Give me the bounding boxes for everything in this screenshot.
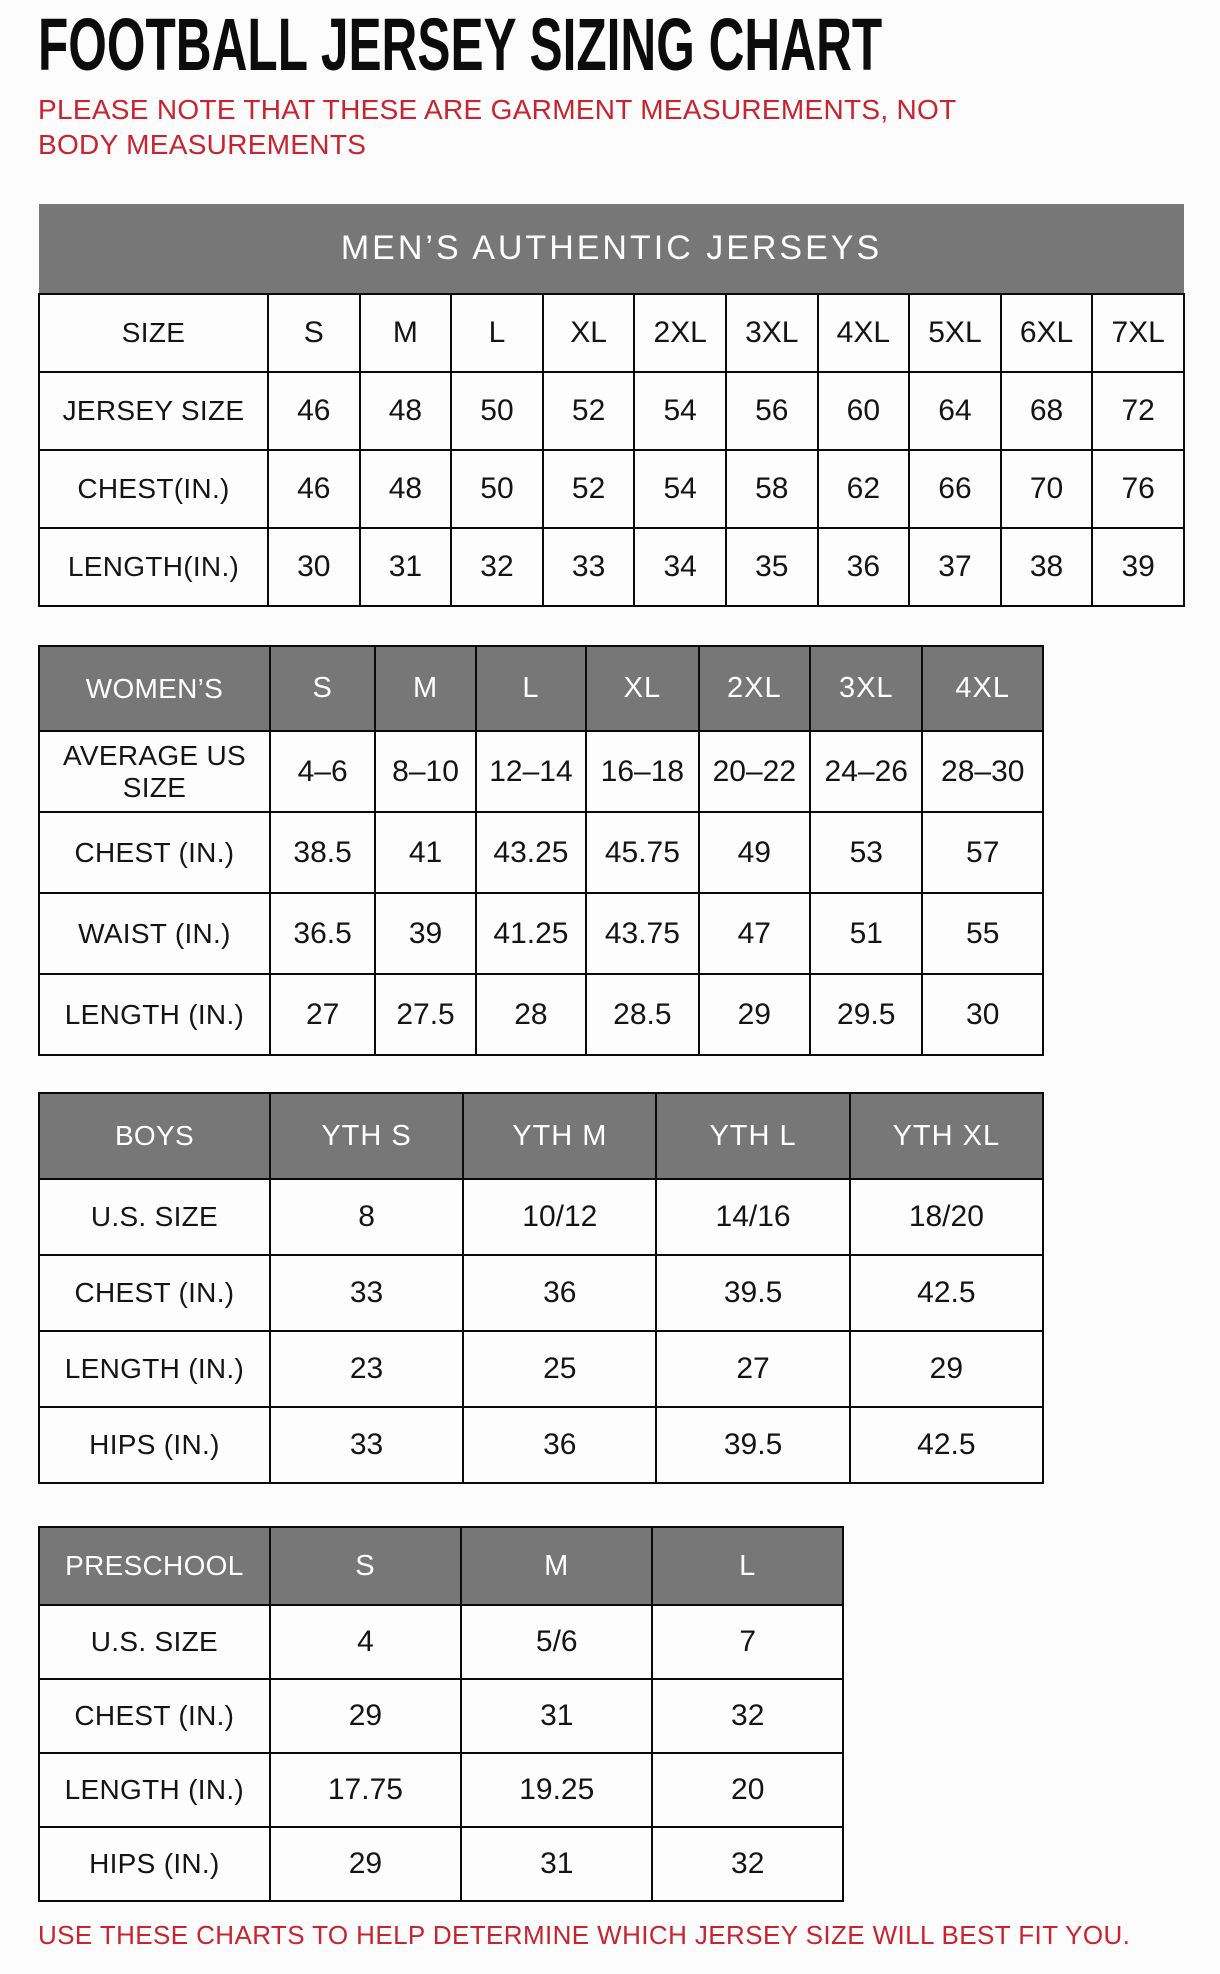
womens-header-label: WOMEN’S: [39, 646, 270, 731]
mens-jersey-size-value-cell: 60: [818, 372, 910, 450]
mens-chest-in-value-cell: 70: [1001, 450, 1093, 528]
mens-row-label-length-in: LENGTH(IN.): [39, 528, 268, 606]
womens-length-in-value-cell: 28: [476, 974, 586, 1055]
mens-row-label-size: SIZE: [39, 294, 268, 372]
boys-u-s-size-value-cell: 18/20: [850, 1179, 1043, 1255]
boys-hips-in-value-cell: 36: [463, 1407, 656, 1483]
boys-length-in-value-cell: 23: [270, 1331, 463, 1407]
mens-size-value-cell: 3XL: [726, 294, 818, 372]
boys-chest-in-value-cell: 36: [463, 1255, 656, 1331]
mens-chest-in-value-cell: 50: [451, 450, 543, 528]
womens-length-in-value-cell: 30: [922, 974, 1043, 1055]
boys-row-label-chest-in: CHEST (IN.): [39, 1255, 270, 1331]
preschool-row-label-hips-in: HIPS (IN.): [39, 1827, 270, 1901]
garment-measurement-note: PLEASE NOTE THAT THESE ARE GARMENT MEASUREMENTS, NOT BODY MEASUREMENTS: [38, 94, 957, 160]
womens-chest-in-value-cell: 43.25: [476, 812, 586, 893]
boys-hips-in-value-cell: 42.5: [850, 1407, 1043, 1483]
womens-average-us-size-value-cell: 4–6: [270, 731, 375, 812]
womens-header-m: M: [375, 646, 475, 731]
boys-hips-in-value-cell: 33: [270, 1407, 463, 1483]
preschool-hips-in-value-cell: 31: [461, 1827, 652, 1901]
mens-size-value-cell: L: [451, 294, 543, 372]
mens-length-in-value-cell: 32: [451, 528, 543, 606]
boys-sizing-table: [38, 1092, 1044, 1484]
womens-waist-in-value-cell: 41.25: [476, 893, 586, 974]
mens-size-value-cell: 6XL: [1001, 294, 1093, 372]
womens-row-label-waist-in: WAIST (IN.): [39, 893, 270, 974]
mens-jersey-size-value-cell: 48: [360, 372, 452, 450]
mens-length-in-value-cell: 35: [726, 528, 818, 606]
mens-chest-in-value-cell: 62: [818, 450, 910, 528]
preschool-row-label-length-in: LENGTH (IN.): [39, 1753, 270, 1827]
womens-chest-in-value-cell: 49: [699, 812, 810, 893]
womens-header-4xl: 4XL: [922, 646, 1043, 731]
mens-length-in-value-cell: 38: [1001, 528, 1093, 606]
mens-size-value-cell: M: [360, 294, 452, 372]
womens-header-xl: XL: [586, 646, 698, 731]
preschool-header-l: L: [652, 1527, 843, 1605]
mens-chest-in-value-cell: 46: [268, 450, 360, 528]
page-title-text: FOOTBALL JERSEY SIZING CHART: [38, 3, 883, 87]
womens-length-in-value-cell: 28.5: [586, 974, 698, 1055]
womens-header-2xl: 2XL: [699, 646, 810, 731]
preschool-header-label: PRESCHOOL: [39, 1527, 270, 1605]
womens-row-label-average-us-size: AVERAGE US SIZE: [39, 731, 270, 812]
mens-row-label-chest-in: CHEST(IN.): [39, 450, 268, 528]
mens-length-in-value-cell: 33: [543, 528, 635, 606]
mens-size-value-cell: 2XL: [634, 294, 726, 372]
preschool-length-in-value-cell: 20: [652, 1753, 843, 1827]
womens-average-us-size-value-cell: 16–18: [586, 731, 698, 812]
mens-chest-in-value-cell: 54: [634, 450, 726, 528]
womens-length-in-value-cell: 27: [270, 974, 375, 1055]
boys-hips-in-value-cell: 39.5: [656, 1407, 849, 1483]
boys-row-label-length-in: LENGTH (IN.): [39, 1331, 270, 1407]
boys-header-label: BOYS: [39, 1093, 270, 1179]
boys-u-s-size-value-cell: 10/12: [463, 1179, 656, 1255]
preschool-hips-in-value-cell: 32: [652, 1827, 843, 1901]
preschool-row-label-u-s-size: U.S. SIZE: [39, 1605, 270, 1679]
preschool-row-label-chest-in: CHEST (IN.): [39, 1679, 270, 1753]
womens-length-in-value-cell: 27.5: [375, 974, 475, 1055]
mens-length-in-value-cell: 39: [1092, 528, 1184, 606]
mens-length-in-value-cell: 36: [818, 528, 910, 606]
womens-average-us-size-value-cell: 24–26: [810, 731, 922, 812]
womens-sizing-table: [38, 645, 1044, 1056]
boys-u-s-size-value-cell: 14/16: [656, 1179, 849, 1255]
preschool-u-s-size-value-cell: 4: [270, 1605, 461, 1679]
preschool-hips-in-value-cell: 29: [270, 1827, 461, 1901]
mens-length-in-value-cell: 30: [268, 528, 360, 606]
mens-chest-in-value-cell: 48: [360, 450, 452, 528]
boys-length-in-value-cell: 29: [850, 1331, 1043, 1407]
mens-length-in-value-cell: 34: [634, 528, 726, 606]
womens-length-in-value-cell: 29: [699, 974, 810, 1055]
preschool-chest-in-value-cell: 31: [461, 1679, 652, 1753]
mens-length-in-value-cell: 31: [360, 528, 452, 606]
mens-jersey-size-value-cell: 68: [1001, 372, 1093, 450]
womens-average-us-size-value-cell: 12–14: [476, 731, 586, 812]
womens-waist-in-value-cell: 36.5: [270, 893, 375, 974]
preschool-u-s-size-value-cell: 5/6: [461, 1605, 652, 1679]
mens-authentic-jerseys-table: [38, 204, 1185, 607]
womens-average-us-size-value-cell: 20–22: [699, 731, 810, 812]
boys-length-in-value-cell: 27: [656, 1331, 849, 1407]
page-title: [38, 3, 1182, 87]
womens-waist-in-value-cell: 55: [922, 893, 1043, 974]
womens-average-us-size-value-cell: 28–30: [922, 731, 1043, 812]
womens-row-label-length-in: LENGTH (IN.): [39, 974, 270, 1055]
womens-average-us-size-value-cell: 8–10: [375, 731, 475, 812]
preschool-header-m: M: [461, 1527, 652, 1605]
mens-size-value-cell: XL: [543, 294, 635, 372]
mens-chest-in-value-cell: 52: [543, 450, 635, 528]
preschool-length-in-value-cell: 17.75: [270, 1753, 461, 1827]
mens-chest-in-value-cell: 58: [726, 450, 818, 528]
boys-row-label-u-s-size: U.S. SIZE: [39, 1179, 270, 1255]
womens-waist-in-value-cell: 39: [375, 893, 475, 974]
preschool-chest-in-value-cell: 32: [652, 1679, 843, 1753]
womens-chest-in-value-cell: 45.75: [586, 812, 698, 893]
mens-jersey-size-value-cell: 50: [451, 372, 543, 450]
mens-jersey-size-value-cell: 52: [543, 372, 635, 450]
womens-waist-in-value-cell: 51: [810, 893, 922, 974]
mens-size-value-cell: 5XL: [909, 294, 1001, 372]
preschool-length-in-value-cell: 19.25: [461, 1753, 652, 1827]
mens-jersey-size-value-cell: 54: [634, 372, 726, 450]
womens-chest-in-value-cell: 53: [810, 812, 922, 893]
womens-header-3xl: 3XL: [810, 646, 922, 731]
boys-header-yth-s: YTH S: [270, 1093, 463, 1179]
mens-length-in-value-cell: 37: [909, 528, 1001, 606]
mens-banner: MEN’S AUTHENTIC JERSEYS: [39, 204, 1184, 294]
womens-chest-in-value-cell: 38.5: [270, 812, 375, 893]
womens-chest-in-value-cell: 57: [922, 812, 1043, 893]
boys-chest-in-value-cell: 39.5: [656, 1255, 849, 1331]
womens-chest-in-value-cell: 41: [375, 812, 475, 893]
mens-size-value-cell: S: [268, 294, 360, 372]
preschool-header-s: S: [270, 1527, 461, 1605]
boys-chest-in-value-cell: 33: [270, 1255, 463, 1331]
mens-jersey-size-value-cell: 64: [909, 372, 1001, 450]
preschool-chest-in-value-cell: 29: [270, 1679, 461, 1753]
mens-jersey-size-value-cell: 56: [726, 372, 818, 450]
boys-u-s-size-value-cell: 8: [270, 1179, 463, 1255]
womens-header-l: L: [476, 646, 586, 731]
boys-row-label-hips-in: HIPS (IN.): [39, 1407, 270, 1483]
preschool-sizing-table: [38, 1526, 844, 1902]
mens-jersey-size-value-cell: 46: [268, 372, 360, 450]
footer-note: USE THESE CHARTS TO HELP DETERMINE WHICH JERSEY SIZE WILL BEST FIT YOU.: [38, 1920, 1131, 1950]
boys-header-yth-m: YTH M: [463, 1093, 656, 1179]
boys-length-in-value-cell: 25: [463, 1331, 656, 1407]
mens-jersey-size-value-cell: 72: [1092, 372, 1184, 450]
preschool-u-s-size-value-cell: 7: [652, 1605, 843, 1679]
womens-length-in-value-cell: 29.5: [810, 974, 922, 1055]
mens-size-value-cell: 4XL: [818, 294, 910, 372]
mens-size-value-cell: 7XL: [1092, 294, 1184, 372]
womens-row-label-chest-in: CHEST (IN.): [39, 812, 270, 893]
mens-chest-in-value-cell: 66: [909, 450, 1001, 528]
womens-waist-in-value-cell: 47: [699, 893, 810, 974]
boys-header-yth-l: YTH L: [656, 1093, 849, 1179]
womens-header-s: S: [270, 646, 375, 731]
boys-chest-in-value-cell: 42.5: [850, 1255, 1043, 1331]
mens-row-label-jersey-size: JERSEY SIZE: [39, 372, 268, 450]
mens-chest-in-value-cell: 76: [1092, 450, 1184, 528]
womens-waist-in-value-cell: 43.75: [586, 893, 698, 974]
boys-header-yth-xl: YTH XL: [850, 1093, 1043, 1179]
